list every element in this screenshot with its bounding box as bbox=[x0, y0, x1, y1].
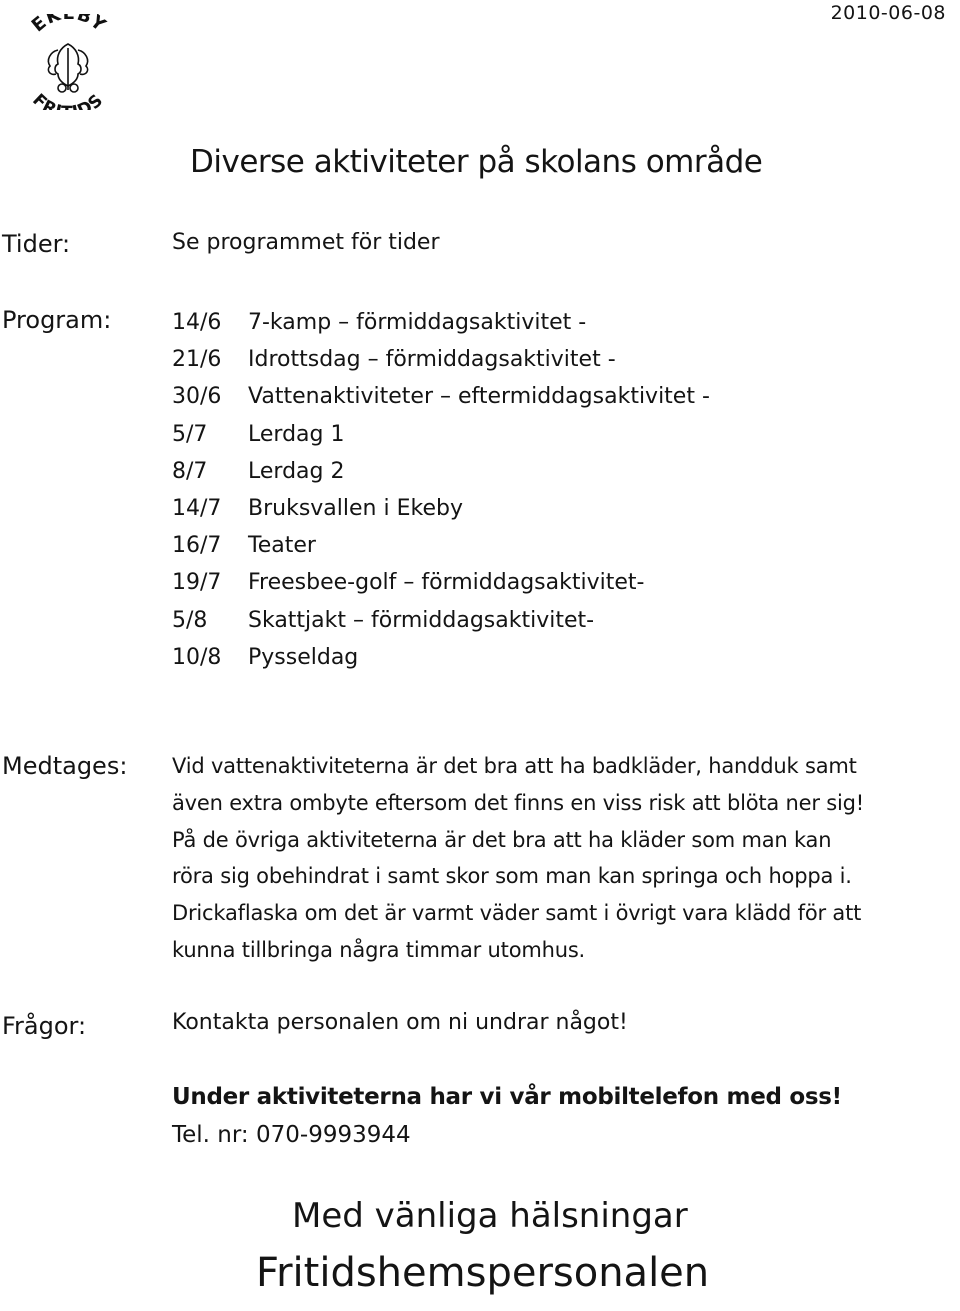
program-item bbox=[172, 304, 710, 341]
program-item-activity: Idrottsdag – förmiddagsaktivitet - bbox=[248, 347, 616, 373]
program-item-activity: Bruksvallen i Ekeby bbox=[248, 495, 463, 521]
program-item-date: 14/7 bbox=[172, 495, 222, 521]
medtages-line: röra sig obehindrat i samt skor som man kan springa och hoppa i. bbox=[172, 864, 852, 889]
program-item-activity: Vattenaktiviteter – eftermiddagsaktivitet - bbox=[248, 384, 710, 410]
program-label: Program: bbox=[2, 306, 112, 334]
program-list bbox=[172, 304, 710, 676]
program-item bbox=[172, 527, 710, 564]
program-item-activity: Lerdag 1 bbox=[248, 421, 345, 447]
program-item bbox=[172, 639, 710, 676]
program-item-date: 5/7 bbox=[172, 421, 208, 447]
program-item-activity: Skattjakt – förmiddagsaktivitet- bbox=[248, 607, 595, 633]
phone-number: Tel. nr: 070-9993944 bbox=[172, 1122, 411, 1148]
program-item-date: 19/7 bbox=[172, 570, 222, 596]
program-item-date: 30/6 bbox=[172, 384, 222, 410]
program-item bbox=[172, 453, 710, 490]
ekeby-fritids-logo bbox=[18, 14, 118, 110]
program-item bbox=[172, 341, 710, 378]
program-item-activity: Teater bbox=[248, 533, 316, 559]
program-item-activity: 7-kamp – förmiddagsaktivitet - bbox=[248, 310, 587, 335]
program-item bbox=[172, 378, 710, 415]
medtages-line: Drickaflaska om det är varmt väder samt i övrigt vara klädd för att bbox=[172, 901, 862, 926]
signature: Fritidshemspersonalen bbox=[256, 1250, 710, 1296]
program-item-date: 10/8 bbox=[172, 644, 222, 670]
program-item-date: 14/6 bbox=[172, 310, 222, 335]
greeting: Med vänliga hälsningar bbox=[292, 1196, 688, 1236]
medtages-line: På de övriga aktiviteterna är det bra att ha kläder som man kan bbox=[172, 827, 832, 852]
svg-text:FRITIDS bbox=[28, 90, 107, 110]
tider-text: Se programmet för tider bbox=[172, 230, 440, 255]
oak-leaves-icon bbox=[48, 44, 87, 92]
logo-graphic bbox=[18, 14, 118, 110]
medtages-line: kunna tillbringa några timmar utomhus. bbox=[172, 937, 586, 962]
program-item bbox=[172, 490, 710, 527]
fragor-label: Frågor: bbox=[2, 1012, 87, 1040]
program-item-date: 21/6 bbox=[172, 347, 222, 373]
document-date: 2010-06-08 bbox=[830, 2, 946, 24]
program-item-date: 8/7 bbox=[172, 458, 208, 484]
program-item bbox=[172, 602, 710, 639]
fragor-text: Kontakta personalen om ni undrar något! bbox=[172, 1010, 628, 1035]
program-item-date: 16/7 bbox=[172, 533, 222, 559]
page-title: Diverse aktiviteter på skolans område bbox=[190, 144, 763, 180]
logo-text-bottom: FR DS bbox=[28, 90, 108, 110]
mobile-note: Under aktiviteterna har vi vår mobiltelefon med oss! bbox=[172, 1084, 842, 1110]
medtages-label: Medtages: bbox=[2, 752, 128, 780]
program-item-date: 5/8 bbox=[172, 607, 208, 633]
medtages-line: även extra ombyte eftersom det finns en viss risk att blöta ner sig! bbox=[172, 790, 864, 815]
program-item bbox=[172, 416, 710, 453]
logo-text-top: EK BY bbox=[27, 14, 111, 37]
medtages-line: Vid vattenaktiviteterna är det bra att ha badkläder, handduk samt bbox=[172, 754, 857, 778]
program-item-activity: Lerdag 2 bbox=[248, 458, 345, 484]
program-item-activity: Freesbee-golf – förmiddagsaktivitet- bbox=[248, 570, 645, 596]
tider-label: Tider: bbox=[2, 230, 71, 258]
program-item bbox=[172, 564, 710, 601]
svg-text:EKEBY bbox=[28, 14, 110, 36]
medtages-paragraph bbox=[172, 748, 958, 969]
program-item-activity: Pysseldag bbox=[248, 644, 359, 670]
